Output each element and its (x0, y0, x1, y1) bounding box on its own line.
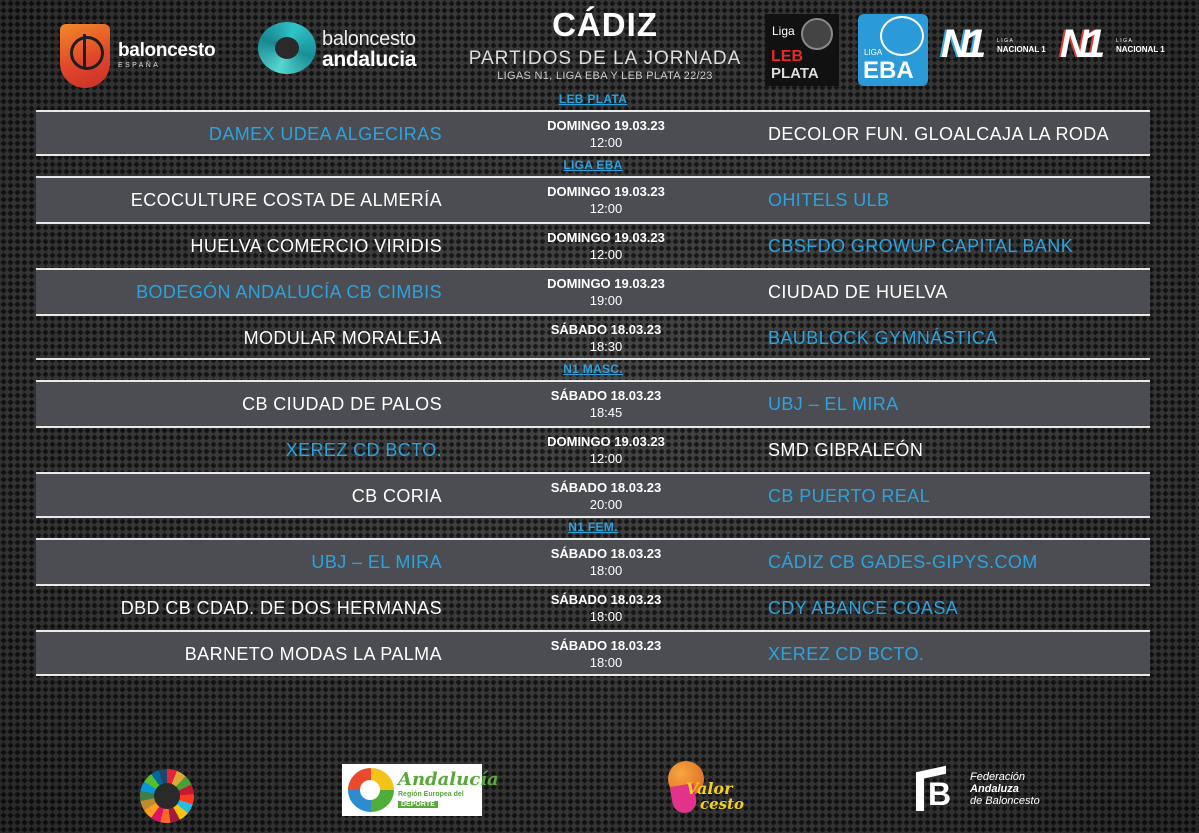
match-time: 19:00 (589, 293, 623, 308)
match-datetime (516, 479, 696, 513)
n1-liga-text: LIGA (997, 38, 1015, 44)
match-date: SÁBADO 18.03.23 (550, 592, 662, 607)
n1-nacional-text: NACIONAL 1 (1116, 45, 1165, 54)
match-time: 12:00 (589, 247, 623, 262)
eba-text: EBA (863, 57, 914, 84)
valorcesto-logo (668, 761, 748, 819)
basketball-shield-icon (60, 24, 110, 88)
home-team: MODULAR MORALEJA (243, 328, 442, 348)
fbe-logo-sub: ESPAÑA (118, 62, 161, 69)
page-title: CÁDIZ (552, 6, 658, 43)
home-team: DBD CB CDAD. DE DOS HERMANAS (120, 598, 442, 618)
section-title: LEB PLATA (558, 92, 628, 106)
away-team: CBSFDO GROWUP CAPITAL BANK (768, 236, 1074, 256)
away-team: UBJ – EL MIRA (768, 394, 899, 414)
match-row (36, 584, 1150, 630)
nacional1-logo-red (1060, 22, 1172, 72)
match-time: 18:30 (589, 339, 623, 354)
match-time: 20:00 (589, 497, 623, 512)
match-date: DOMINGO 19.03.23 (547, 118, 665, 133)
match-row (36, 380, 1150, 426)
liga-eba-logo (858, 14, 928, 86)
match-row (36, 314, 1150, 360)
match-datetime (516, 321, 696, 355)
basketball-icon (880, 16, 924, 56)
federacion-espanola-logo (60, 24, 230, 90)
away-team: OHITELS ULB (768, 190, 890, 210)
and-logo-line2: andalucia (322, 48, 417, 71)
header (0, 0, 1199, 95)
away-team: CÁDIZ CB GADES-GIPYS.COM (768, 552, 1038, 572)
match-datetime (516, 433, 696, 467)
home-team: CB CIUDAD DE PALOS (242, 394, 442, 414)
title-block (440, 6, 770, 83)
away-team: DECOLOR FUN. GLOALCAJA LA RODA (768, 124, 1110, 144)
match-date: SÁBADO 18.03.23 (550, 322, 662, 337)
home-team: BARNETO MODAS LA PALMA (184, 644, 442, 664)
match-datetime (516, 229, 696, 263)
match-row (36, 426, 1150, 472)
match-date: DOMINGO 19.03.23 (547, 184, 665, 199)
away-team: BAUBLOCK GYMNÁSTICA (768, 328, 998, 348)
match-row (36, 268, 1150, 314)
andalucia-logo-line2: Región Europea del (398, 791, 464, 798)
match-date: SÁBADO 18.03.23 (550, 638, 662, 653)
sdg-wheel-icon (140, 769, 194, 823)
section-title: N1 FEM. (568, 520, 618, 534)
n1-liga-text: LIGA (1116, 38, 1134, 44)
basketball-icon (801, 18, 833, 50)
match-row (36, 630, 1150, 676)
section-title: N1 MASC. (563, 362, 623, 376)
match-time: 18:45 (589, 405, 623, 420)
away-team: CDY ABANCE COASA (768, 598, 959, 618)
match-date: DOMINGO 19.03.23 (547, 230, 665, 245)
match-row (36, 538, 1150, 584)
match-datetime (516, 545, 696, 579)
home-team: CB CORIA (351, 486, 442, 506)
fab-mark-letter: B (928, 776, 952, 812)
home-team: UBJ – EL MIRA (311, 552, 442, 572)
match-date: SÁBADO 18.03.23 (550, 388, 662, 403)
fab-line2: Andaluza (970, 783, 1019, 795)
match-row (36, 222, 1150, 268)
footer-logos (0, 745, 1199, 833)
home-team: ECOCULTURE COSTA DE ALMERÍA (130, 190, 442, 210)
match-row (36, 472, 1150, 518)
valor-line1: Valor (686, 779, 733, 798)
leb-liga-text: Liga (772, 24, 795, 38)
match-datetime (516, 387, 696, 421)
fab-line1: Federación (970, 771, 1026, 783)
home-team: BODEGÓN ANDALUCÍA CB CIMBIS (136, 282, 442, 302)
match-datetime (516, 183, 696, 217)
plata-text: PLATA (771, 65, 819, 82)
swirl-icon (258, 22, 316, 74)
away-team: CIUDAD DE HUELVA (768, 282, 948, 302)
andalucia-blob-icon (348, 768, 394, 812)
eba-liga-text: LIGA (864, 48, 883, 57)
leb-text: LEB (771, 48, 803, 65)
and-logo-line1: baloncesto (322, 28, 416, 50)
home-team: XEREZ CD BCTO. (285, 440, 442, 460)
nacional1-logo-blue (941, 22, 1053, 72)
match-time: 12:00 (589, 135, 623, 150)
match-time: 18:00 (589, 609, 623, 624)
match-table (36, 90, 1150, 676)
match-datetime (516, 275, 696, 309)
match-time: 12:00 (589, 451, 623, 466)
away-team: XEREZ CD BCTO. (768, 644, 925, 664)
match-date: DOMINGO 19.03.23 (547, 434, 665, 449)
match-row (36, 176, 1150, 222)
match-date: SÁBADO 18.03.23 (550, 480, 662, 495)
federacion-andaluza-logo (916, 767, 1056, 815)
match-time: 18:00 (589, 563, 623, 578)
away-team: SMD GIBRALEÓN (768, 440, 924, 460)
andalucia-region-deporte-logo (342, 764, 499, 816)
n1-mark-icon: N1 (941, 22, 981, 66)
n1-nacional-text: NACIONAL 1 (997, 45, 1046, 54)
andalucia-logo-name: Andalucía (398, 769, 499, 790)
leagues-line: LIGAS N1, LIGA EBA Y LEB PLATA 22/23 (497, 70, 713, 82)
match-date: SÁBADO 18.03.23 (550, 546, 662, 561)
andalucia-logo-line3: DEPORTE (398, 801, 438, 808)
match-datetime (516, 591, 696, 625)
away-team: CB PUERTO REAL (768, 486, 930, 506)
match-time: 12:00 (589, 201, 623, 216)
leb-plata-logo (765, 14, 839, 86)
match-datetime (516, 117, 696, 151)
page-subtitle: PARTIDOS DE LA JORNADA (468, 48, 742, 69)
fab-mark-icon (916, 767, 960, 811)
valor-line2: cesto (700, 795, 745, 813)
match-datetime (516, 637, 696, 671)
match-row (36, 110, 1150, 156)
fbe-logo-name: baloncesto (118, 40, 216, 61)
section-title: LIGA EBA (563, 158, 623, 172)
fab-line3: de Baloncesto (970, 795, 1040, 807)
match-date: DOMINGO 19.03.23 (547, 276, 665, 291)
match-time: 18:00 (589, 655, 623, 670)
home-team: DAMEX UDEA ALGECIRAS (208, 124, 442, 144)
baloncesto-andalucia-logo (258, 22, 438, 82)
n1-mark-icon: N1 (1060, 22, 1100, 66)
home-team: HUELVA COMERCIO VIRIDIS (190, 236, 442, 256)
